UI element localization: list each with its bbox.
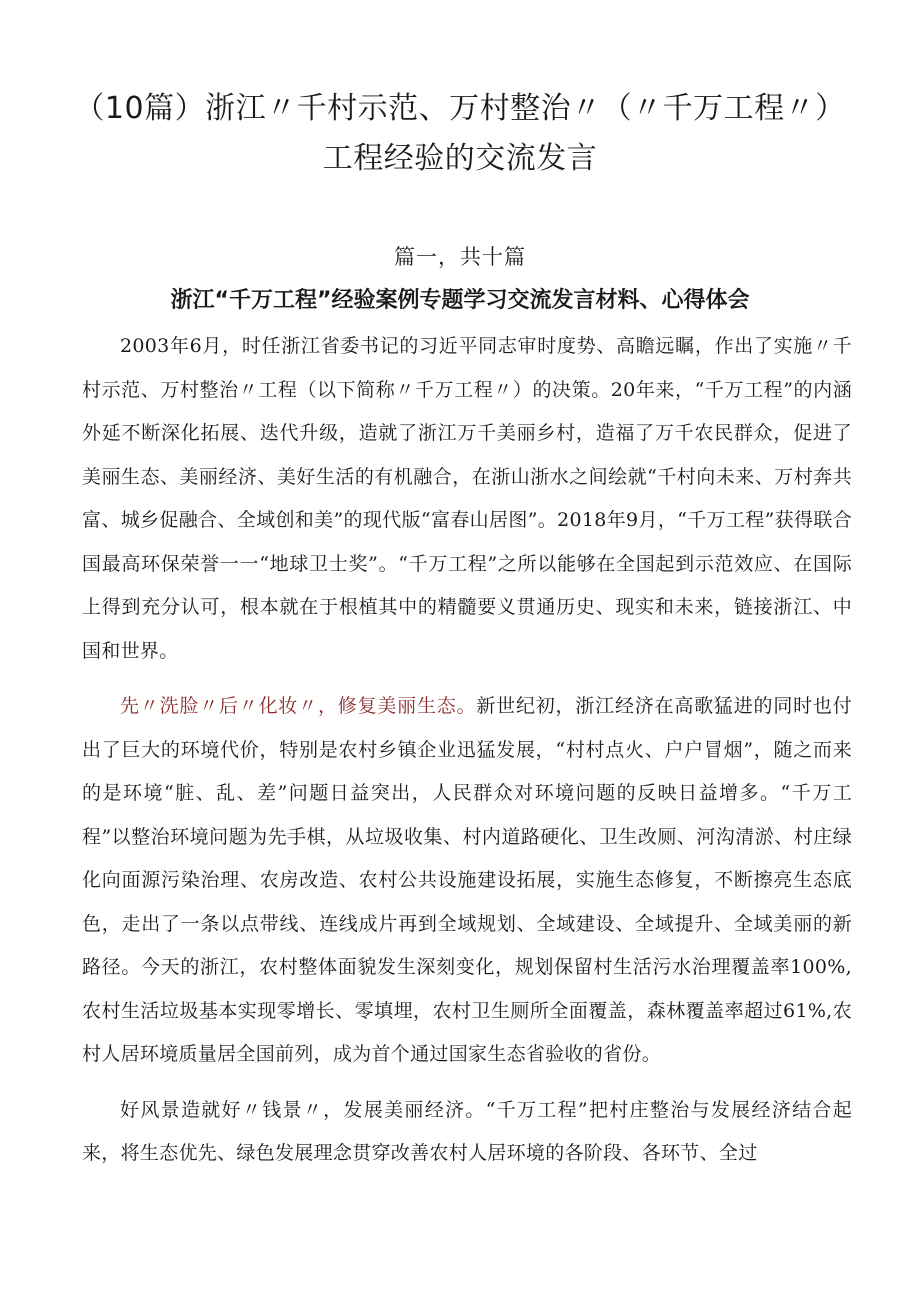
document-title: （10篇）浙江〃千村示范、万村整治〃（〃千万工程〃）工程经验的交流发言 bbox=[74, 91, 846, 176]
paragraph-3 bbox=[82, 1089, 852, 1176]
paragraph-1-text: 2003年6月，时任浙江省委书记的习近平同志审时度势、高瞻远瞩，作出了实施〃千村示范、万村整治〃工程（以下简称〃千万工程〃）的决策。20年来，“千万工程”的内涵外延不断深化拓展、迭代升级，造就了浙江万千美丽乡村，造福了万千农民群众，促进了美丽生态、美丽经济、美好生活的有机融合，在浙山浙水之间绘就“千村向未来、万村奔共富、城乡促融合、全域创和美”的现代版“富春山居图”。2018年9月，“千万工程”获得联合国最高环保荣誉一一“地球卫士奖”。“千万工程”之所以能够在全国起到示范效应、在国际上得到充分认可，根本就在于根植其中的精髓要义贯通历史、现实和未来，链接浙江、中国和世界。 bbox=[82, 335, 852, 662]
section-label: 篇一，共十篇 bbox=[394, 245, 526, 269]
paragraph-2 bbox=[82, 685, 852, 1077]
paragraph-1 bbox=[82, 325, 852, 673]
article-title: 浙江“千万工程”经验案例专题学习交流发言材料、心得体会 bbox=[170, 288, 750, 313]
document-body bbox=[82, 325, 852, 1188]
paragraph-3-text: 好风景造就好〃钱景〃，发展美丽经济。“千万工程”把村庄整治与发展经济结合起来，将生态优先、绿色发展理念贯穿改善农村人居环境的各阶段、各环节、全过 bbox=[82, 1098, 852, 1164]
paragraph-2-lead: 先〃洗脸〃后〃化妆〃，修复美丽生态。 bbox=[120, 695, 477, 717]
paragraph-2-text: 新世纪初，浙江经济在高歌猛进的同时也付出了巨大的环境代价，特别是农村乡镇企业迅猛发展，“村村点火、户户冒烟”，随之而来的是环境“脏、乱、差”问题日益突出，人民群众对环境问题的反映日益增多。“千万工程”以整治环境问题为先手棋，从垃圾收集、村内道路硬化、卫生改厕、河沟清淤、村庄绿化向面源污染治理、农房改造、农村公共设施建设拓展，实施生态修复，不断擦亮生态底色，走出了一条以点带线、连线成片再到全域规划、全域建设、全域提升、全域美丽的新路径。今天的浙江，农村整体面貌发生深刻变化，规划保留村生活污水治理覆盖率100%,农村生活垃圾基本实现零增长、零填埋，农村卫生厕所全面覆盖，森林覆盖率超过61%,农村人居环境质量居全国前列，成为首个通过国家生态省验收的省份。 bbox=[82, 695, 853, 1065]
